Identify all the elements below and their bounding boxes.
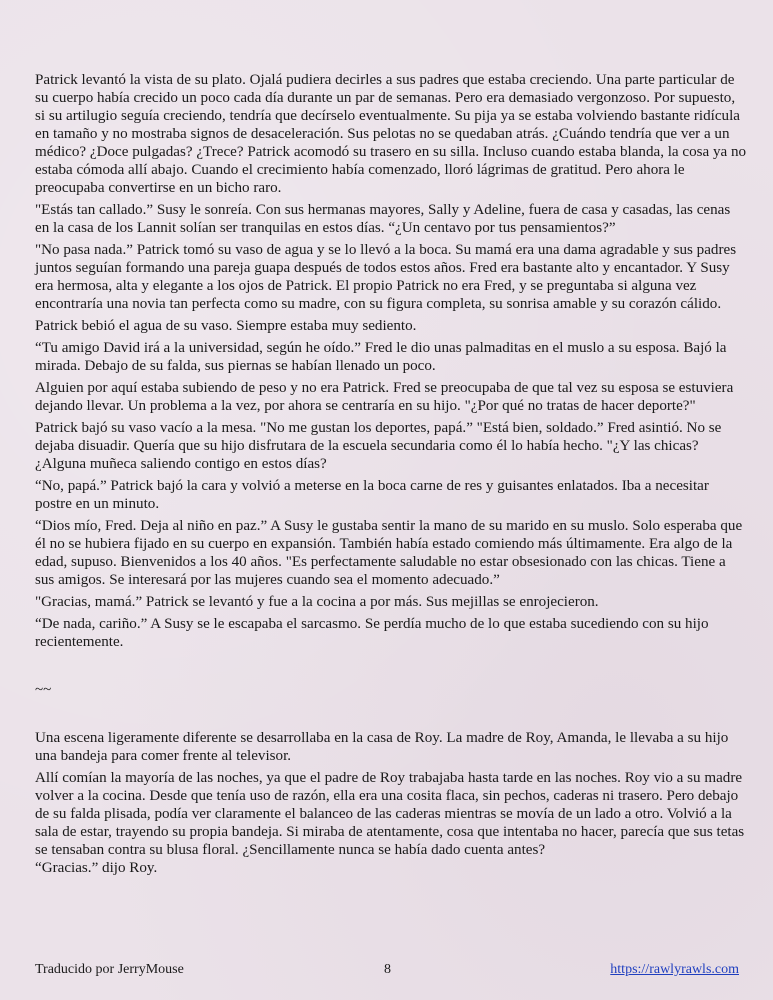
- story-body: [35, 71, 747, 877]
- paragraph: “De nada, cariño.” A Susy se le escapaba el sarcasmo. Se perdía mucho de lo que estaba sucediendo con su hijo recientemente.: [35, 616, 709, 650]
- page-number: 8: [384, 962, 391, 977]
- paragraph: "Gracias, mamá.” Patrick se levantó y fue a la cocina a por más. Sus mejillas se enrojecieron.: [35, 594, 599, 610]
- scene-separator: ~~: [35, 682, 52, 698]
- paragraph: Alguien por aquí estaba subiendo de peso y no era Patrick. Fred se preocupaba de que tal vez su esposa se estuviera dejando llevar. Un problema a la vez, por ahora se centraría en su hijo. "¿Por qué no tratas de hacer deporte?": [35, 380, 734, 414]
- paragraph: Patrick bajó su vaso vacío a la mesa. "No me gustan los deportes, papá.” "Está bien, soldado.” Fred asintió. No se dejaba disuadir. Quería que su hijo disfrutara de la escuela secundaria como él lo había hecho. "¿Y las chicas? ¿Alguna muñeca saliendo contigo en estos días?: [35, 420, 722, 472]
- paragraph: Patrick bebió el agua de su vaso. Siempre estaba muy sediento.: [35, 318, 417, 334]
- paragraph: Una escena ligeramente diferente se desarrollaba en la casa de Roy. La madre de Roy, Amanda, le llevaba a su hijo una bandeja para comer frente al televisor.: [35, 730, 729, 764]
- paragraph: Patrick levantó la vista de su plato. Ojalá pudiera decirles a sus padres que estaba creciendo. Una parte particular de su cuerpo había crecido un poco cada día durante un par de semanas. Pero era demasiado vergonzoso. Por supuesto, si su artilugio seguía creciendo, tendría que decírselo eventualmente. Su pija ya se estaba volviendo bastante ridícula en tamaño y no mostraba signos de desaceleración. Sus pelotas no se quedaban atrás. ¿Cuándo tendría que ver a un médico? ¿Doce pulgadas? ¿Trece? Patrick acomodó su trasero en su silla. Incluso cuando estaba blanda, la cosa ya no estaba cómoda allí abajo. Cuando el crecimiento había comenzado, lloró lágrimas de gratitud. Pero ahora le preocupaba convertirse en un bicho raro.: [35, 72, 747, 196]
- website-link[interactable]: https://rawlyrawls.com: [610, 962, 739, 977]
- paragraph: “No, papá.” Patrick bajó la cara y volvió a meterse en la boca carne de res y guisantes enlatados. Iba a necesitar postre en un minuto.: [35, 478, 709, 512]
- paragraph: "Estás tan callado.” Susy le sonreía. Con sus hermanas mayores, Sally y Adeline, fuera de casa y casadas, las cenas en la casa de los Lannit solían ser tranquilas en estos días. “¿Un centavo por tus pensamientos?”: [35, 202, 731, 236]
- paragraph: "No pasa nada.” Patrick tomó su vaso de agua y se lo llevó a la boca. Su mamá era una dama agradable y sus padres juntos seguían formando una pareja guapa después de todos estos años. Fred era bastante alto y encantador. Y Susy era hermosa, alta y elegante a los ojos de Patrick. El propio Patrick no era Fred, y se preguntaba si alguna vez encontraría una novia tan perfecta como su madre, con su figura completa, su sonrisa amable y su corazón cálido.: [35, 242, 737, 312]
- paragraph: “Tu amigo David irá a la universidad, según he oído.” Fred le dio unas palmaditas en el muslo a su esposa. Bajó la mirada. Debajo de su falda, sus piernas se habían llenado un poco.: [35, 340, 727, 374]
- translator-credit: Traducido por JerryMouse: [35, 962, 184, 977]
- page-footer: [35, 962, 739, 982]
- paragraph: “Dios mío, Fred. Deja al niño en paz.” A Susy le gustaba sentir la mano de su marido en su muslo. Solo esperaba que él no se hubiera fijado en su cuerpo en expansión. También había estado comiendo más últimamente. Era algo de la edad, supuso. Bienvenidos a los 40 años. "Es perfectamente saludable no estar obsesionado con las chicas. Tiene a sus amigos. Se interesará por las mujeres cuando sea el momento adecuado.”: [35, 518, 743, 588]
- paragraph: Allí comían la mayoría de las noches, ya que el padre de Roy trabajaba hasta tarde en las noches. Roy vio a su madre volver a la cocina. Desde que tenía uso de razón, ella era una cosita flaca, sin pechos, caderas ni trasero. Pero debajo de su falda plisada, podía ver claramente el balanceo de las caderas mientras se movía de un lado a otro. Volvió a la sala de estar, trayendo su propia bandeja. Si miraba de atentamente, cosa que intentaba no hacer, parecía que sus tetas se tensaban contra su blusa floral. ¿Sencillamente nunca se había dado cuenta antes?: [35, 770, 745, 858]
- paragraph: “Gracias.” dijo Roy.: [35, 860, 158, 876]
